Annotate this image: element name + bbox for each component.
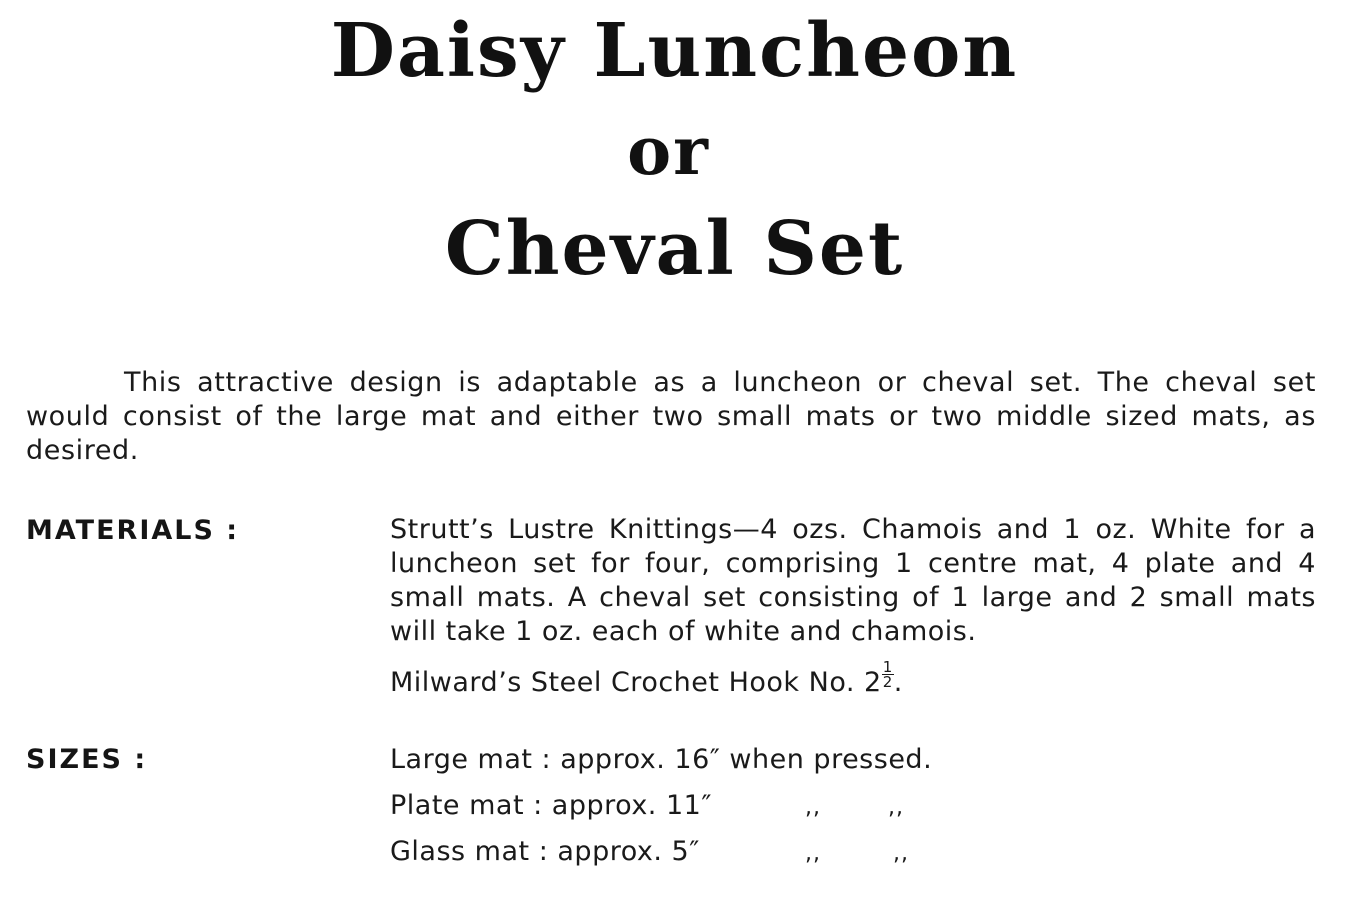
title-line-3: Cheval Set — [444, 206, 905, 292]
size-text: Glass mat : approx. 5″ — [390, 836, 700, 867]
size-row-plate — [390, 790, 712, 821]
fraction-numerator: 1 — [882, 658, 893, 676]
title-line-1: Daisy Luncheon — [330, 8, 1019, 94]
materials-text: Strutt’s Lustre Knittings—4 ozs. Chamois and 1 oz. White for a luncheon set for four, comprising 1 centre mat, 4 plate and 4 small mats. A cheval set consisting of 1 large and 2 small mats will take 1 oz. each of white and chamois. — [390, 514, 1316, 647]
materials-label: MATERIALS : — [26, 515, 240, 546]
size-row-glass — [390, 836, 700, 867]
size-text: Large mat : approx. 16″ when pressed. — [390, 744, 933, 775]
crochet-hook-line — [390, 660, 1316, 700]
size-row-large — [390, 744, 932, 775]
hook-text: Milward’s Steel Crochet Hook No. 2 — [390, 667, 882, 698]
sizes-label: SIZES : — [26, 744, 148, 775]
size-text: Plate mat : approx. 11″ — [390, 790, 712, 821]
title-line-2: or — [627, 112, 710, 190]
ditto-mark: ,, — [893, 841, 909, 866]
hook-fraction — [882, 660, 894, 689]
ditto-mark: ,, — [805, 841, 821, 866]
fraction-denominator: 2 — [882, 673, 893, 691]
ditto-mark: ,, — [888, 795, 904, 820]
intro-paragraph: This attractive design is adaptable as a luncheon or cheval set. The cheval set would consist of the large mat and either two small mats or two middle sized mats, as desired. — [26, 367, 1316, 466]
hook-suffix: . — [893, 667, 903, 698]
ditto-mark: ,, — [805, 795, 821, 820]
